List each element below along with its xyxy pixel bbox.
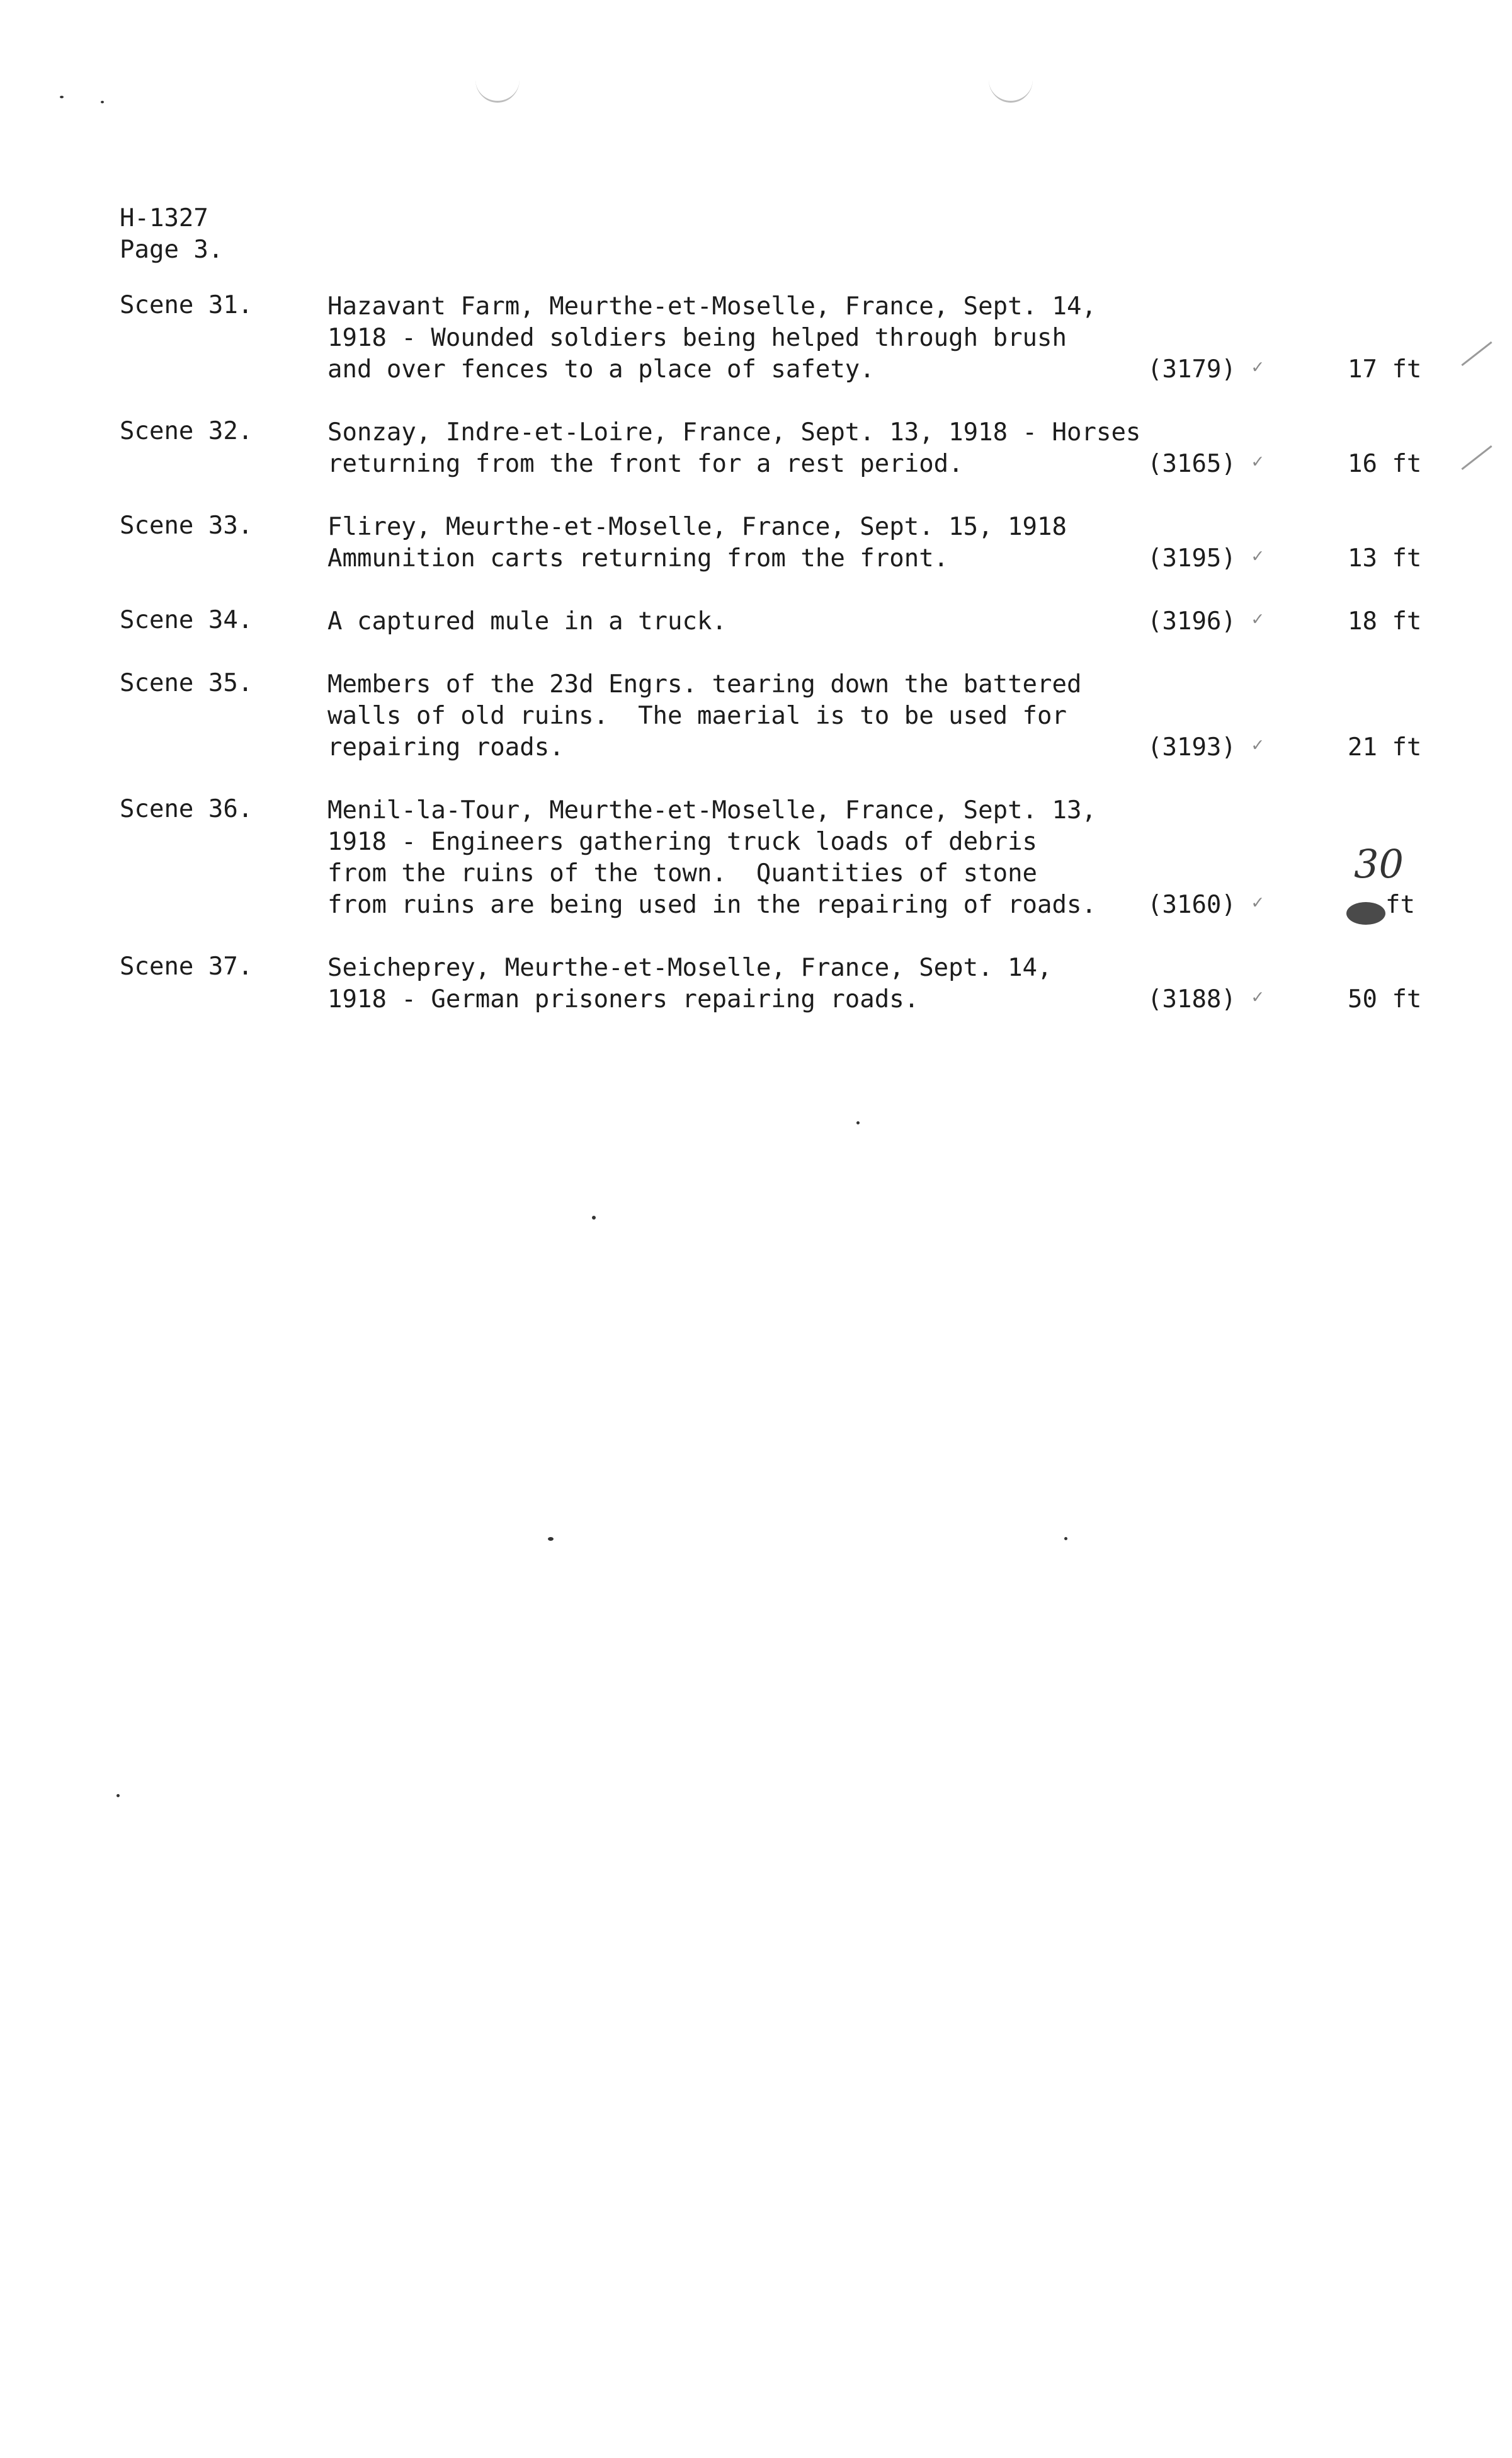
- scene-number: (3195): [1147, 544, 1236, 573]
- scene-label: Scene 36.: [120, 795, 253, 823]
- scene-description: [327, 512, 1159, 574]
- scene-number: (3160): [1147, 891, 1236, 919]
- scene-description: [327, 669, 1159, 763]
- check-mark-icon: ✓: [1252, 986, 1264, 1008]
- description-line: Seicheprey, Meurthe-et-Moselle, France, Sept. 14,: [327, 954, 1052, 982]
- check-mark-icon: ✓: [1252, 356, 1264, 378]
- scene-number: (3196): [1147, 607, 1236, 636]
- scene-description: [327, 952, 1159, 1015]
- description-line: 1918 - Wounded soldiers being helped through brush: [327, 324, 1067, 352]
- paper-speck: [60, 96, 64, 98]
- description-line: 1918 - German prisoners repairing roads.: [327, 985, 919, 1014]
- scene-label: Scene 35.: [120, 669, 253, 697]
- check-mark-icon: ✓: [1252, 891, 1264, 913]
- scene-number: (3188): [1147, 985, 1236, 1014]
- description-line: Ammunition carts returning from the front.: [327, 544, 949, 573]
- scene-description: [327, 291, 1159, 386]
- scene-length: 21 ft: [1348, 733, 1422, 762]
- scene-label: Scene 31.: [120, 291, 253, 319]
- description-line: from ruins are being used in the repairing of roads.: [327, 891, 1096, 919]
- check-mark-icon: ✓: [1252, 545, 1264, 567]
- binder-hole-mark: [989, 57, 1033, 103]
- check-mark-icon: ✓: [1252, 450, 1264, 472]
- margin-tick-mark: [1461, 341, 1492, 366]
- description-line: A captured mule in a truck.: [327, 607, 727, 636]
- scene-length: ft: [1385, 891, 1415, 919]
- scene-label: Scene 34.: [120, 606, 253, 634]
- scene-length: 17 ft: [1348, 355, 1422, 384]
- paper-speck: [1064, 1537, 1067, 1540]
- check-mark-icon: ✓: [1252, 734, 1264, 756]
- description-line: Flirey, Meurthe-et-Moselle, France, Sept. 15, 1918: [327, 513, 1067, 541]
- scene-number: (3179): [1147, 355, 1236, 384]
- paper-speck: [856, 1121, 860, 1124]
- margin-tick-mark: [1461, 445, 1492, 470]
- scene-label: Scene 32.: [120, 417, 253, 445]
- scene-description: [327, 417, 1159, 480]
- scene-label: Scene 33.: [120, 512, 253, 540]
- scene-length: 13 ft: [1348, 544, 1422, 573]
- paper-speck: [117, 1794, 120, 1797]
- check-mark-icon: ✓: [1252, 608, 1264, 630]
- handwritten-correction: 30: [1354, 841, 1404, 887]
- description-line: walls of old ruins. The maerial is to be used for: [327, 702, 1067, 730]
- document-id: H-1327: [120, 204, 208, 232]
- description-line: returning from the front for a rest period.: [327, 450, 963, 478]
- scene-length: 18 ft: [1348, 607, 1422, 636]
- description-line: Hazavant Farm, Meurthe-et-Moselle, France, Sept. 14,: [327, 292, 1096, 321]
- description-line: 1918 - Engineers gathering truck loads of debris: [327, 828, 1038, 856]
- scene-label: Scene 37.: [120, 952, 253, 981]
- crossed-out-value: [1346, 902, 1385, 925]
- paper-speck: [548, 1537, 554, 1541]
- paper-speck: [101, 101, 104, 103]
- scene-description: [327, 606, 1159, 637]
- description-line: from the ruins of the town. Quantities of stone: [327, 859, 1038, 888]
- description-line: Menil-la-Tour, Meurthe-et-Moselle, France, Sept. 13,: [327, 796, 1096, 825]
- description-line: repairing roads.: [327, 733, 564, 762]
- description-line: Members of the 23d Engrs. tearing down the battered: [327, 670, 1082, 699]
- scene-description: [327, 795, 1159, 921]
- description-line: and over fences to a place of safety.: [327, 355, 875, 384]
- page-number: Page 3.: [120, 236, 224, 264]
- scene-number: (3165): [1147, 450, 1236, 478]
- document-header: [120, 203, 223, 266]
- paper-speck: [592, 1216, 596, 1220]
- binder-hole-mark: [475, 57, 520, 103]
- scene-number: (3193): [1147, 733, 1236, 762]
- description-line: Sonzay, Indre-et-Loire, France, Sept. 13, 1918 - Horses: [327, 418, 1141, 447]
- scene-length: 16 ft: [1348, 450, 1422, 478]
- scene-length: 50 ft: [1348, 985, 1422, 1014]
